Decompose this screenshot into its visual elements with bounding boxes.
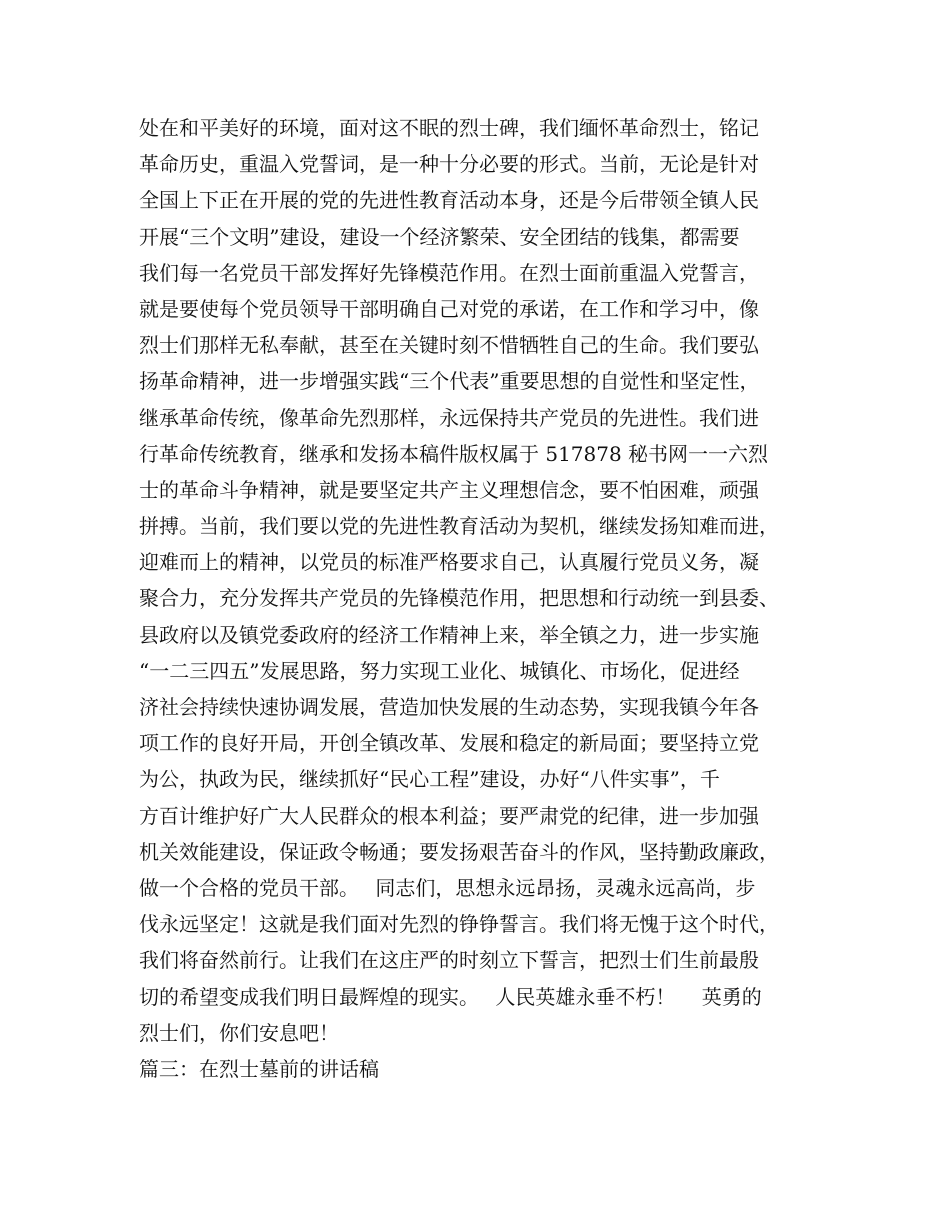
paragraph-line: 济社会持续快速协调发展，营造加快发展的生动态势，实现我镇今年各 (139, 695, 759, 719)
paragraph-line: 伐永远坚定！这就是我们面对先烈的铮铮誓言。我们将无愧于这个时代， (139, 912, 779, 937)
paragraph-line: 烈士们那样无私奉献，甚至在关键时刻不惜牺牲自己的生命。我们要弘 (139, 333, 759, 358)
paragraph-line: 扬革命精神，进一步增强实践“三个代表”重要思想的自觉性和坚定性， (139, 369, 760, 394)
paragraph-line: 县政府以及镇党委政府的经济工作精神上来，举全镇之力，进一步实施 (139, 622, 759, 647)
paragraph-line: 项工作的良好开局，开创全镇改革、发展和稳定的新局面；要坚持立党 (139, 731, 759, 756)
paragraph-line: 开展“三个文明”建设，建设一个经济繁荣、安全团结的钱集，都需要 (139, 224, 740, 249)
paragraph-line: 烈士们，你们安息吧！ (139, 1020, 339, 1045)
paragraph-line: 继承革命传统，像革命先烈那样，永远保持共产党员的先进性。我们进 (139, 405, 759, 430)
paragraph-line: 就是要使每个党员领导干部明确自己对党的承诺，在工作和学习中，像 (139, 296, 759, 321)
paragraph-line: 我们每一名党员干部发挥好先锋模范作用。在烈士面前重温入党誓言， (139, 260, 759, 285)
paragraph-line: 行革命传统教育，继承和发扬本稿件版权属于 517878 秘书网一一六烈 (139, 441, 769, 466)
paragraph-line: 方百计维护好广大人民群众的根本利益；要严肃党的纪律，进一步加强 (139, 803, 759, 828)
document-body (139, 110, 839, 1087)
paragraph-line: 切的希望变成我们明日最辉煌的现实。 人民英雄永垂不朽！ 英勇的 (139, 984, 762, 1009)
paragraph-line: “一二三四五”发展思路，努力实现工业化、城镇化、市场化，促进经 (139, 658, 740, 683)
paragraph-line: 聚合力，充分发挥共产党员的先锋模范作用，把思想和行动统一到县委、 (139, 586, 779, 611)
paragraph-line: 士的革命斗争精神，就是要坚定共产主义理想信念，要不怕困难，顽强 (139, 477, 759, 502)
paragraph-line: 为公，执政为民，继续抓好“民心工程”建设，办好“八件实事”，千 (139, 767, 720, 792)
paragraph-line: 革命历史，重温入党誓词，是一种十分必要的形式。当前，无论是针对 (139, 152, 759, 177)
paragraph-line: 处在和平美好的环境，面对这不眠的烈士碑，我们缅怀革命烈士，铭记 (139, 116, 759, 140)
paragraph-line: 我们将奋然前行。让我们在这庄严的时刻立下誓言，把烈士们生前最殷 (139, 948, 759, 973)
section-heading: 篇三：在烈士墓前的讲话稿 (139, 1056, 379, 1081)
paragraph-line: 迎难而上的精神，以党员的标准严格要求自己，认真履行党员义务，凝 (139, 550, 759, 575)
paragraph-line: 全国上下正在开展的党的先进性教育活动本身，还是今后带领全镇人民 (139, 188, 759, 213)
paragraph-line: 拼搏。当前，我们要以党的先进性教育活动为契机，继续发扬知难而进， (139, 514, 779, 539)
paragraph-line: 机关效能建设，保证政令畅通；要发扬艰苦奋斗的作风，坚持勤政廉政， (139, 839, 779, 864)
paragraph-line: 做一个合格的党员干部。 同志们，思想永远昂扬，灵魂永远高尚，步 (139, 875, 756, 900)
